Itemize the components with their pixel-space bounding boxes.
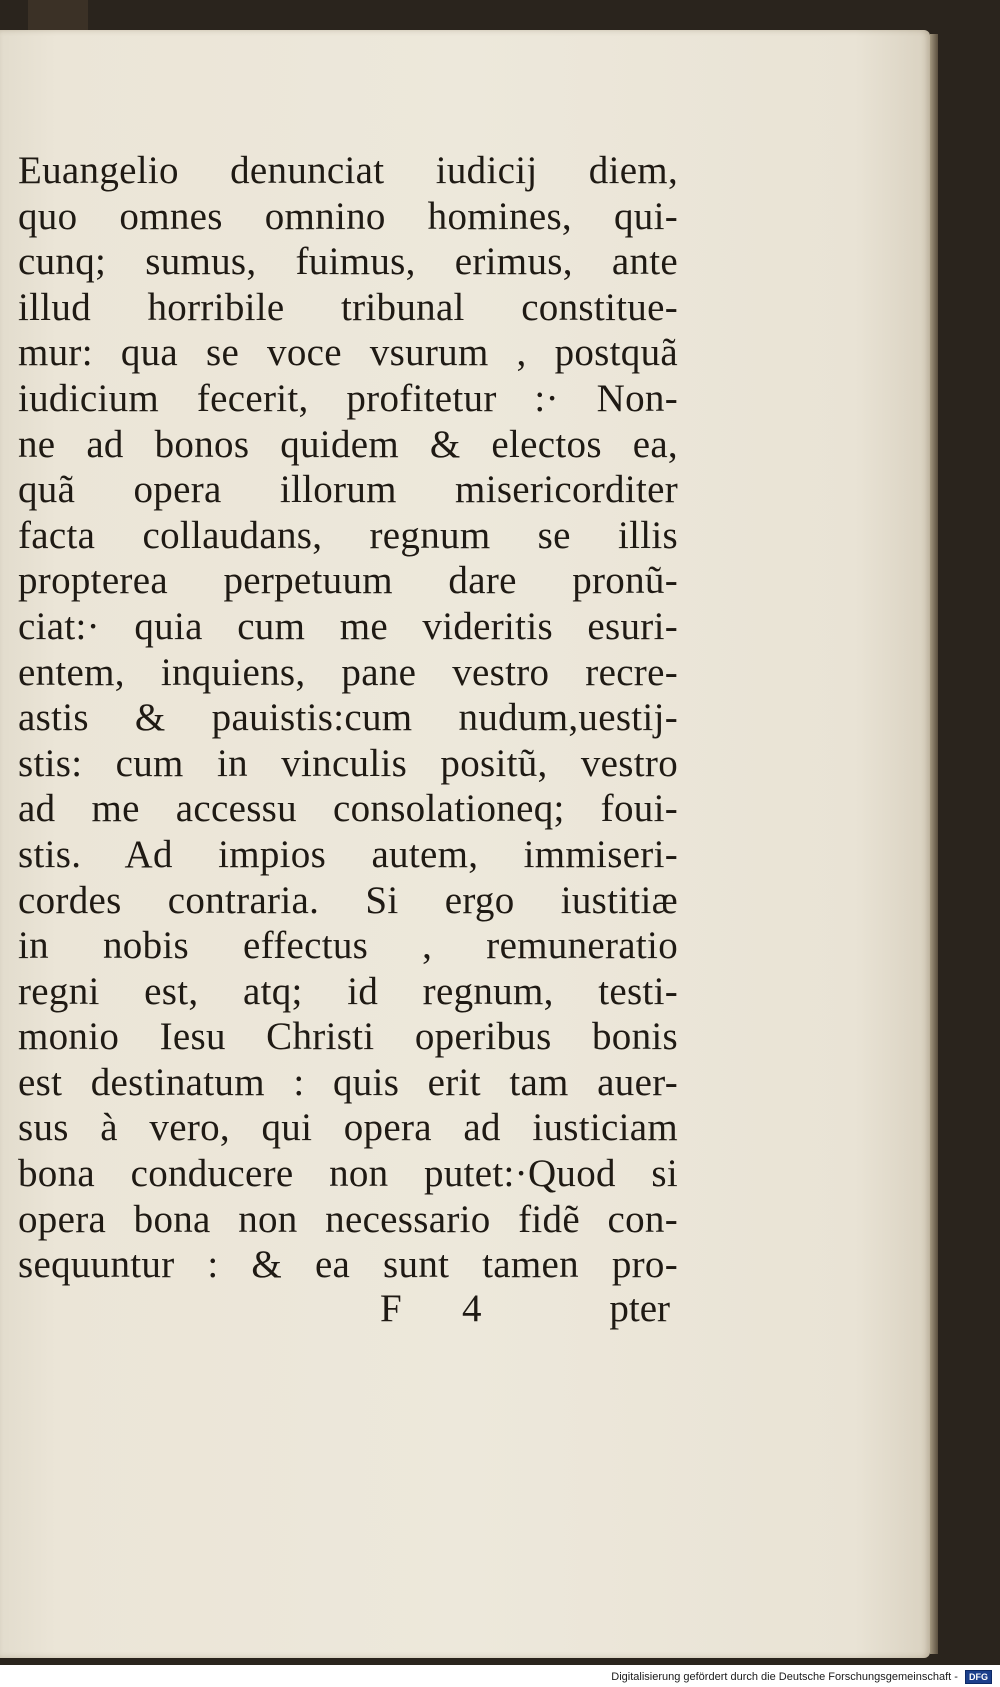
page-text (18, 148, 678, 1288)
text-line: propterea perpetuum dare pronũ- (18, 559, 678, 603)
text-line: facta collaudans, regnum se illis (18, 513, 678, 557)
text-line: stis: cum in vinculis positũ, vestro (18, 741, 678, 785)
text-line: stis. Ad impios autem, immiseri- (18, 832, 678, 876)
text-line: cunq; sumus, fuimus, erimus, ante (18, 240, 678, 284)
text-line: astis & pauistis:cum nudum,uestij- (18, 696, 678, 740)
text-line: illud horribile tribunal constitue- (18, 285, 678, 329)
text-line: iudicium fecerit, profitetur :· Non- (18, 376, 678, 420)
text-line: quã opera illorum misericorditer (18, 468, 678, 512)
text-line: entem, inquiens, pane vestro recre- (18, 650, 678, 694)
text-line: monio Iesu Christi operibus bonis (18, 1015, 678, 1059)
dfg-logo: DFG (965, 1670, 992, 1684)
text-line: ne ad bonos quidem & electos ea, (18, 422, 678, 466)
text-line: est destinatum : quis erit tam auer- (18, 1060, 678, 1104)
signature-number: 4 (462, 1287, 482, 1330)
text-line: sequuntur : & ea sunt tamen pro- (18, 1243, 678, 1287)
text-line: ad me accessu consolationeq; foui- (18, 787, 678, 831)
text-line: in nobis effectus , remuneratio (18, 924, 678, 968)
footer-credit-text: Digitalisierung gefördert durch die Deutsche Forschungsgemeinschaft - (611, 1671, 958, 1683)
page-edge (930, 34, 938, 1654)
text-line: Euangelio denunciat iudicij diem, (18, 149, 678, 192)
text-line: bona conducere non putet:·Quod si (18, 1152, 678, 1196)
footer-credit (611, 1668, 992, 1686)
text-line: sus à vero, qui opera ad iusticiam (18, 1106, 678, 1150)
text-line: quo omnes omnino homines, qui- (18, 194, 678, 238)
signature-mark: F (380, 1287, 402, 1330)
text-line: opera bona non necessario fidẽ con- (18, 1197, 678, 1241)
binding-corner (28, 0, 88, 30)
book-page (0, 30, 930, 1658)
text-line: regni est, atq; id regnum, testi- (18, 969, 678, 1013)
catchword: pter (609, 1287, 670, 1330)
text-line: cordes contraria. Si ergo iustitiæ (18, 878, 678, 922)
signature-line (380, 1286, 680, 1336)
text-line: mur: qua se voce vsurum , postquã (18, 331, 678, 375)
text-line: ciat:· quia cum me videritis esuri- (18, 604, 678, 648)
